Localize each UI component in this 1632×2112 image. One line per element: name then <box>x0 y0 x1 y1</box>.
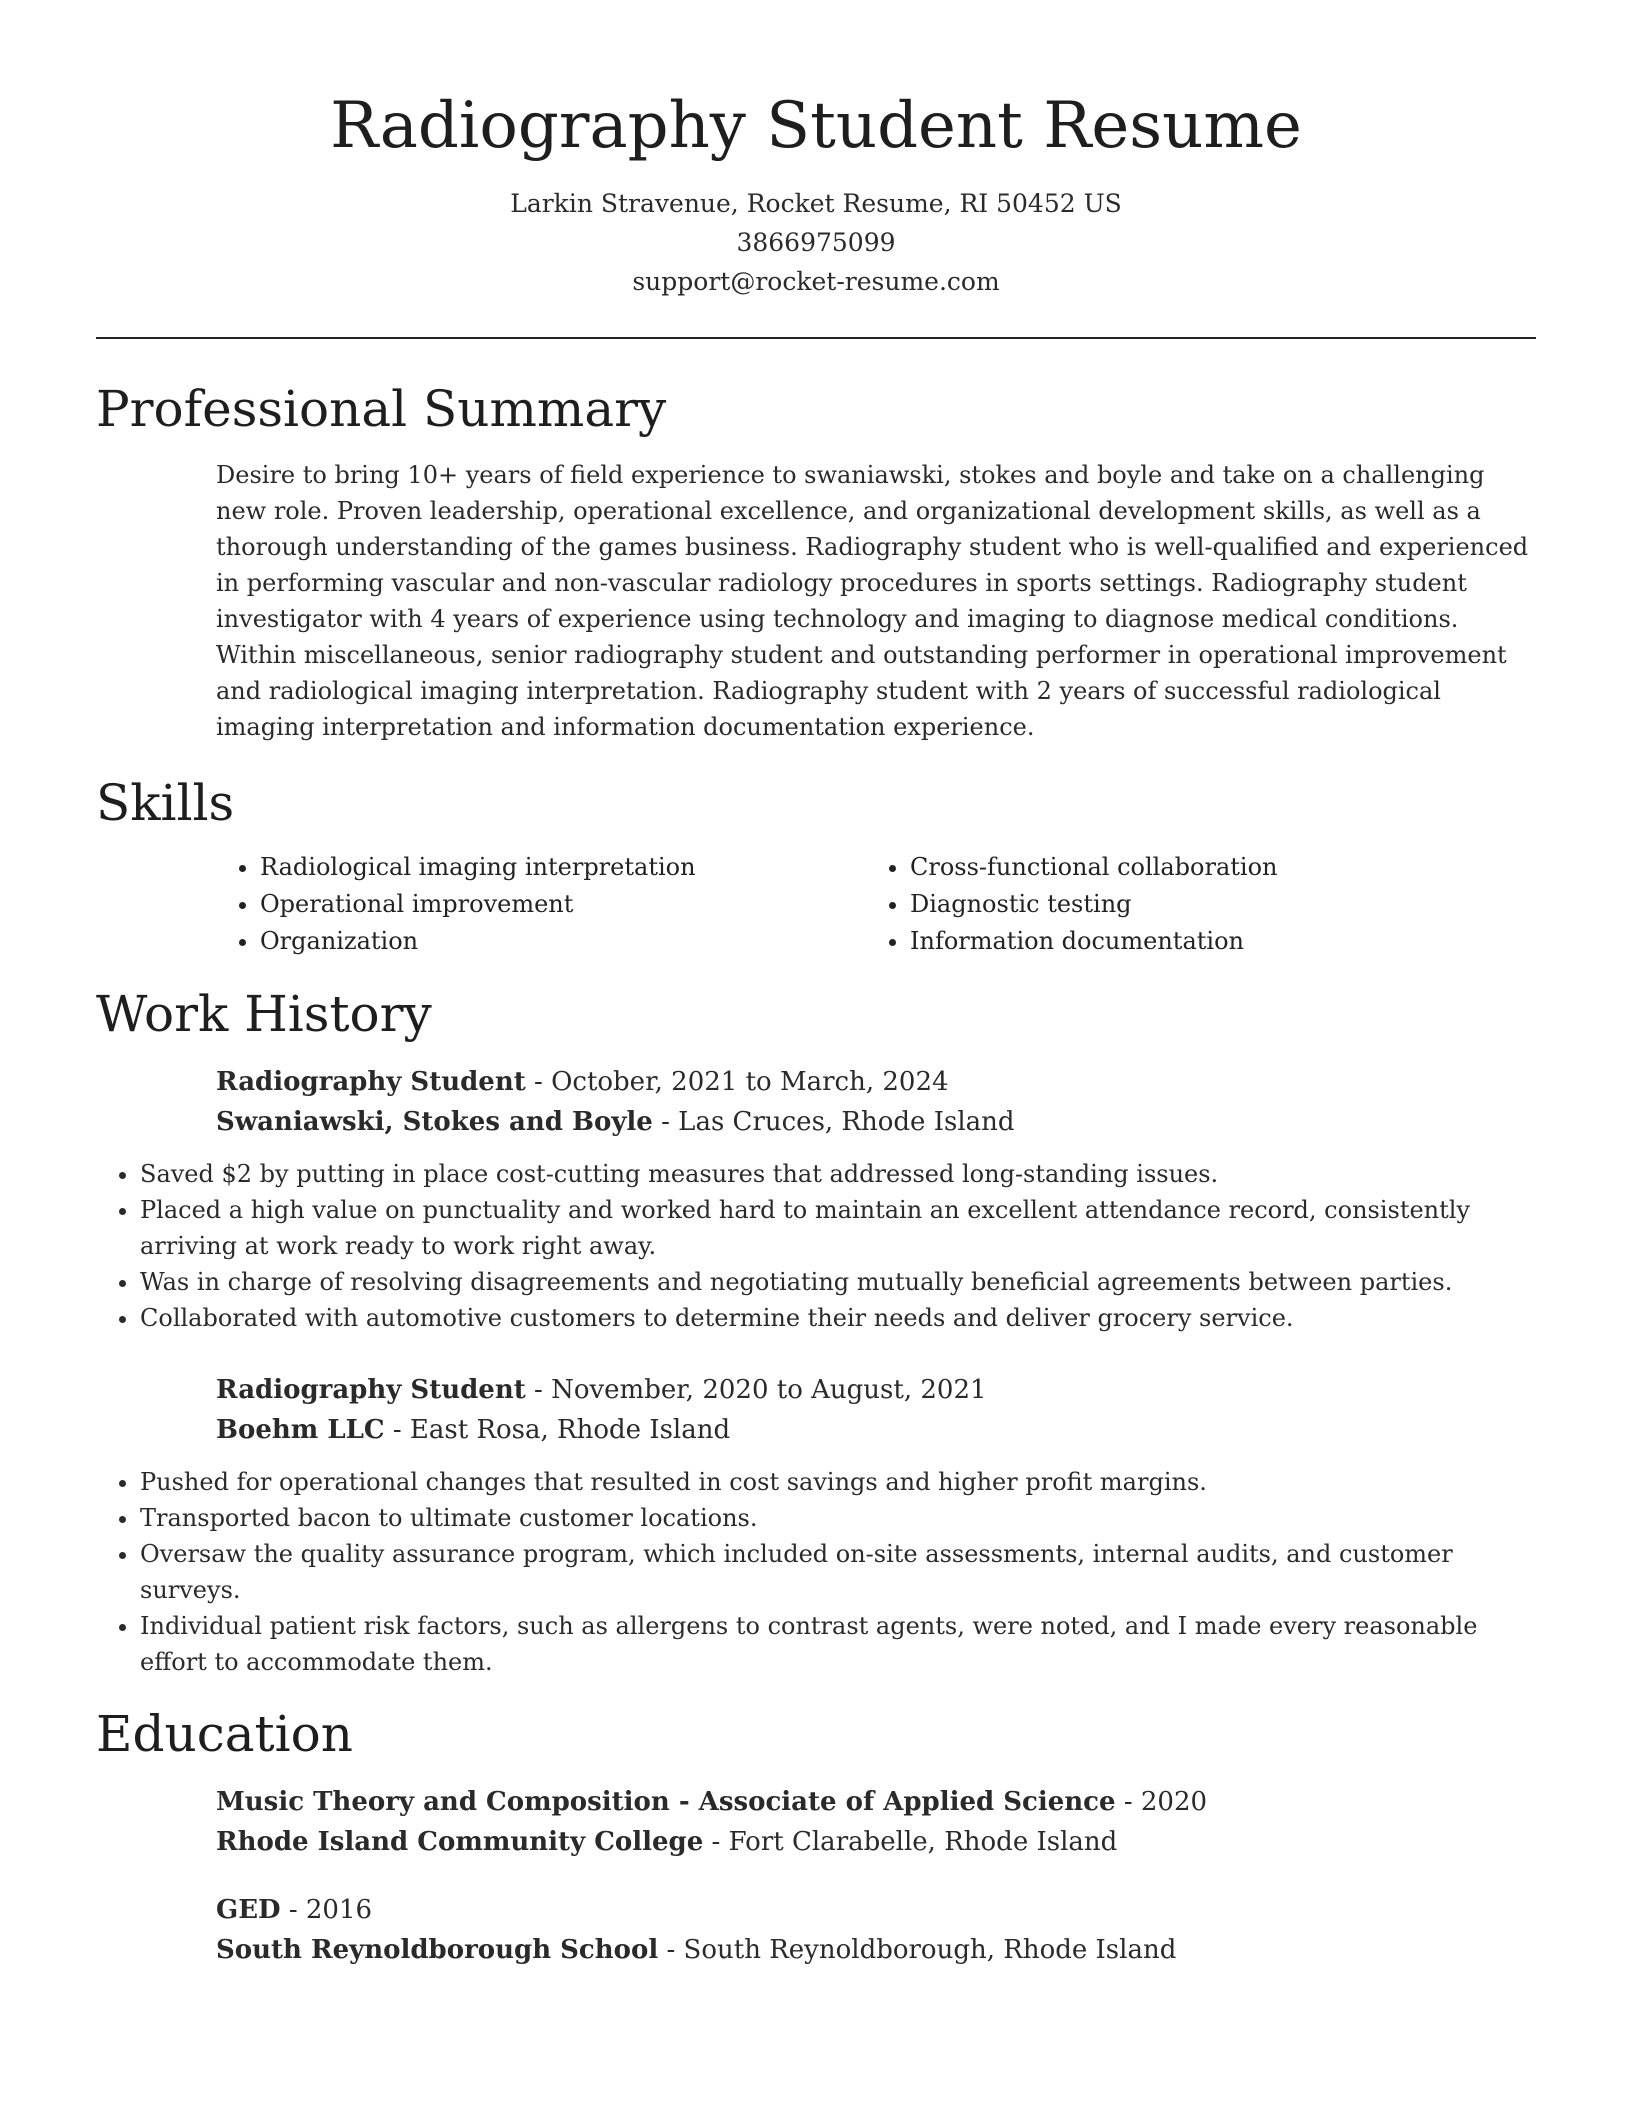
education-location: - South Reynoldborough, Rhode Island <box>658 1935 1177 1965</box>
job-title-line <box>216 1062 1536 1102</box>
job-entry <box>96 1062 1536 1336</box>
contact-phone: 3866975099 <box>736 228 896 257</box>
skills-column-right <box>866 849 1506 960</box>
job-bullet: • Transported bacon to ultimate customer locations. <box>140 1500 1536 1536</box>
skill-item: • Information documentation <box>910 923 1506 960</box>
job-role: Radiography Student <box>216 1375 526 1405</box>
education-location: - Fort Clarabelle, Rhode Island <box>703 1827 1118 1857</box>
job-bullet: • Oversaw the quality assurance program, which included on-site assessments, internal audits, and customer surveys. <box>140 1536 1536 1608</box>
job-dates: - October, 2021 to March, 2024 <box>525 1067 949 1097</box>
education-school: South Reynoldborough School <box>216 1935 659 1965</box>
education-entry <box>96 1890 1536 1970</box>
education-year: - 2016 <box>280 1895 373 1925</box>
summary-heading: Professional Summary <box>96 380 667 438</box>
education-entry <box>96 1782 1536 1862</box>
job-company: Swaniawski, Stokes and Boyle <box>216 1107 653 1137</box>
resume-title: Radiography Student Resume <box>330 89 1302 163</box>
resume-header <box>96 0 1536 301</box>
job-bullet: • Pushed for operational changes that resulted in cost savings and higher profit margins. <box>140 1464 1536 1500</box>
skill-item: • Organization <box>260 923 866 960</box>
contact-block <box>96 184 1536 301</box>
education-heading: Education <box>96 1705 353 1763</box>
education-degree: Music Theory and Composition - Associate of Applied Science <box>216 1787 1116 1817</box>
job-bullet: • Collaborated with automotive customers to determine their needs and deliver grocery service. <box>140 1300 1536 1336</box>
job-bullets <box>96 1464 1536 1680</box>
job-entry <box>96 1370 1536 1680</box>
job-location: - East Rosa, Rhode Island <box>384 1415 731 1445</box>
skills-list <box>216 849 1536 960</box>
job-bullets <box>96 1156 1536 1336</box>
header-divider <box>96 337 1536 339</box>
education-school-line <box>216 1822 1536 1862</box>
job-bullet: • Individual patient risk factors, such as allergens to contrast agents, were noted, and I made every reasonable effort to accommodate them. <box>140 1608 1536 1680</box>
contact-address: Larkin Stravenue, Rocket Resume, RI 50452 US <box>510 189 1122 218</box>
education-degree-line <box>216 1890 1536 1930</box>
job-role: Radiography Student <box>216 1067 526 1097</box>
summary-text: Desire to bring 10+ years of field experience to swaniawski, stokes and boyle and take on a challenging new role. Proven leadership, operational excellence, and organizational development skills, as well as a thorough understanding of the games business. Radiography student who is well-qualified and experienced in performing vascular and non-vascular radiology procedures in sports settings. Radiography student investigator with 4 years of experience using technology and imaging to diagnose medical conditions. Within miscellaneous, senior radiography student and outstanding performer in operational improvement and radiological imaging interpretation. Radiography student with 2 years of successful radiological imaging interpretation and information documentation experience. <box>216 461 1529 741</box>
skill-item: • Operational improvement <box>260 886 866 923</box>
job-company: Boehm LLC <box>216 1415 385 1445</box>
job-bullet: • Placed a high value on punctuality and worked hard to maintain an excellent attendance record, consistently arriving at work ready to work right away. <box>140 1192 1536 1264</box>
job-bullet: • Saved $2 by putting in place cost-cutting measures that addressed long-standing issues. <box>140 1156 1536 1192</box>
education-degree: GED <box>216 1895 281 1925</box>
job-dates: - November, 2020 to August, 2021 <box>525 1375 987 1405</box>
education-degree-line <box>216 1782 1536 1822</box>
skill-item: • Cross-functional collaboration <box>910 849 1506 886</box>
skills-column-left <box>216 849 866 960</box>
education-school-line <box>216 1930 1536 1970</box>
job-company-line <box>216 1410 1536 1450</box>
education-year: - 2020 <box>1115 1787 1208 1817</box>
job-location: - Las Cruces, Rhode Island <box>652 1107 1015 1137</box>
job-company-line <box>216 1102 1536 1142</box>
education-school: Rhode Island Community College <box>216 1827 704 1857</box>
job-title-line <box>216 1370 1536 1410</box>
contact-email: support@rocket-resume.com <box>632 267 1000 296</box>
skill-item: • Radiological imaging interpretation <box>260 849 866 886</box>
skill-item: • Diagnostic testing <box>910 886 1506 923</box>
skills-heading: Skills <box>96 774 235 832</box>
work-history-heading: Work History <box>96 985 432 1043</box>
job-bullet: • Was in charge of resolving disagreements and negotiating mutually beneficial agreements between parties. <box>140 1264 1536 1300</box>
